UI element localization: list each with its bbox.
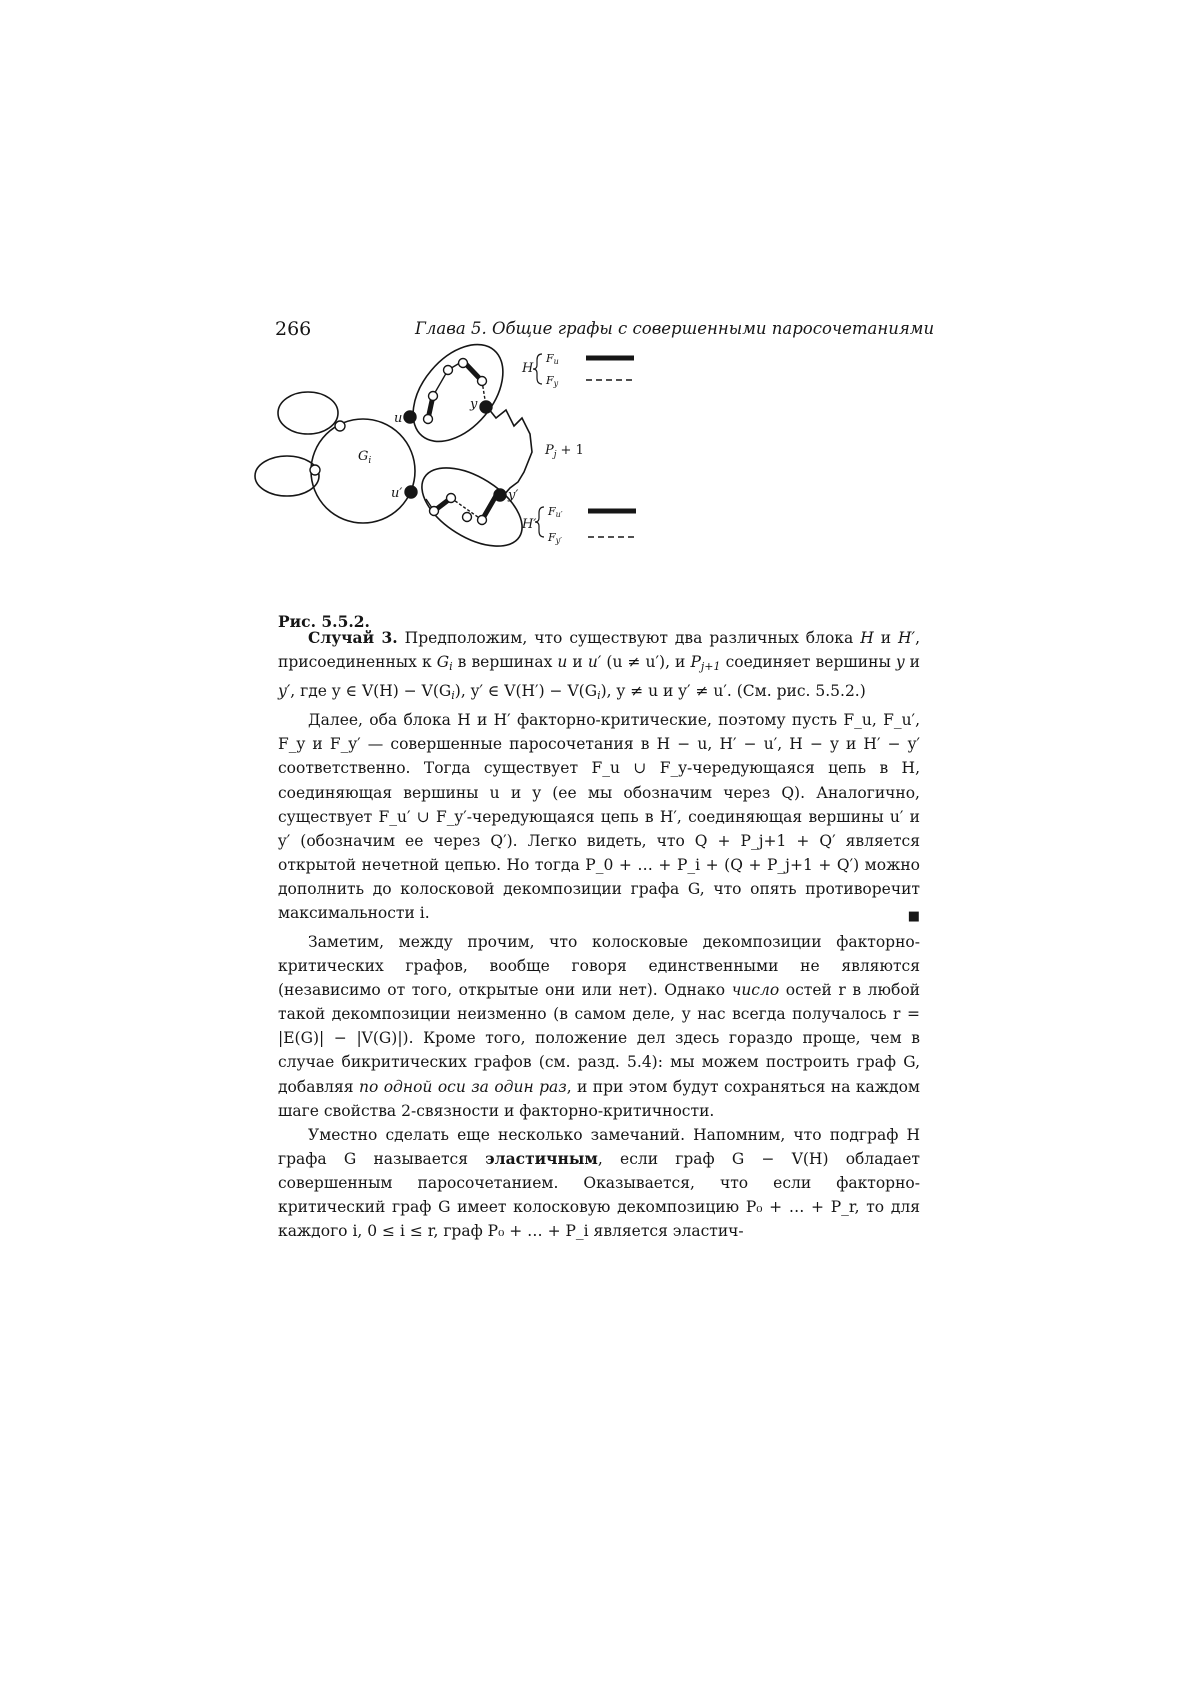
figure-5-5-2 [270,352,690,608]
block-H-prime [409,452,536,562]
path-Pj1 [488,408,532,496]
label-u-prime: u′ [391,486,403,501]
ear-bottom-left [255,456,319,496]
main-cycle-Gi [311,419,415,523]
legend-Fy: Fy [546,374,559,388]
label-u: u [394,411,403,426]
running-title: Глава 5. Общие графы с совершенными паросочетаниями [415,319,935,338]
legend-Fu-prime: Fu′ [548,505,563,519]
label-H: H [522,361,534,376]
case-3-label: Случай 3. [308,628,398,647]
label-Gi: $G_i$ [358,449,372,466]
ear-top-left [278,392,338,434]
label-path: $P_j + 1$ [545,443,584,460]
page-number: 266 [275,318,312,340]
block-H [395,328,521,459]
paragraph-3: Заметим, между прочим, что колосковые декомпозиции факторно-критических графов, вообще говоря единственными не являются (независимо от того, открытые они или нет). Однако число остей r в любой такой декомпозиции неизменно (в самом деле, у нас всегда получалось r = |E(G)| − |V(G)|). Кроме того, положение дел здесь гораздо проще, чем в случае бикритических графов (см. разд. 5.4): мы можем построить граф G, добавляя по одной оси за один раз, и при этом будут сохраняться на каждом шаге свойства 2-связности и факторно-критичности. Уместно сделать еще несколько замечаний. Напомним, что подграф H графа G называется эластичным, если граф G − V(H) обладает совершенным паросочетанием. Оказывается, что если факторно-критический граф G имеет колосковую декомпозицию P₀ + … + P_r, то для каждого i, 0 ≤ i ≤ r, граф P₀ + … + P_i является эластич- [278,930,920,1243]
legend-Fu: Fu [546,352,559,366]
paragraph-4: Уместно сделать еще несколько замечаний. Напомним, что подграф H графа G называется эластичным, если граф G − V(H) обладает совершенным паросочетанием. Оказывается, что если факторно-критический граф G имеет колосковую декомпозицию P₀ + … + P_r, то для каждого i, 0 ≤ i ≤ r, граф P₀ + … + P_i является эластич- [278,1125,920,1241]
label-y-prime: y′ [508,488,519,503]
label-y: y [470,397,478,412]
label-H-prime: H′ [522,517,537,532]
paragraph-2: Далее, оба блока H и H′ факторно-критические, поэтому пусть F_u, F_u′, F_y и F_y′ — совершенные паросочетания в H − u, H′ − u′, H − y и H′ − y′ соответственно. Тогда существует F_u ∪ F_y-чередующаяся цепь в H, соединяющая вершины u и y (ее мы обозначим через Q). Аналогично, существует F_u′ ∪ F_y′-чередующаяся цепь в H′, соединяющая вершины u′ и y′ (обозначим ее через Q′). Легко видеть, что Q + P_j+1 + Q′ является открытой нечетной цепью. Но тогда P_0 + … + P_i + (Q + P_j+1 + Q′) можно дополнить до колосковой декомпозиции графа G, что опять противоречит максимальности i. ■ [278,708,920,925]
legend-Fy-prime: Fy′ [548,531,562,545]
page-header [275,318,935,344]
case-3-paragraph: Случай 3. Предположим, что существуют два различных блока H и H′, присоединенных к $G_i$ в вершинах u и u′ (u ≠ u′), и $P_{j+1}$ соединяет вершины y и y′, где y ∈ $V(H) - V(G_i)$, y′ ∈ $V(H') - V(G_i)$, y ≠ u и y′ ≠ u′. (См. рис. 5.5.2.) Далее, оба блока H и H′ факторно-критические, поэтому пусть F_u, F_u′, F_y и F_y′ — совершенные паросочетания в H − u, H′ − u′, H − y и H′ − y′ соответственно. Тогда существует F_u ∪ F_y-чередующаяся цепь в H, соединяющая вершины u и y (ее мы обозначим через Q). Аналогично, существует F_u′ ∪ F_y′-чередующаяся цепь в H′, соединяющая вершины u′ и y′ (обозначим ее через Q′). Легко видеть, что Q + P_j+1 + Q′ является открытой нечетной цепью. Но тогда P_0 + … + P_i + (Q + P_j+1 + Q′) можно дополнить до колосковой декомпозиции графа G, что опять противоречит максимальности i. ■ [278,626,920,929]
qed-mark: ■ [907,909,920,925]
figure-caption: Рис. 5.5.2. [278,612,370,631]
